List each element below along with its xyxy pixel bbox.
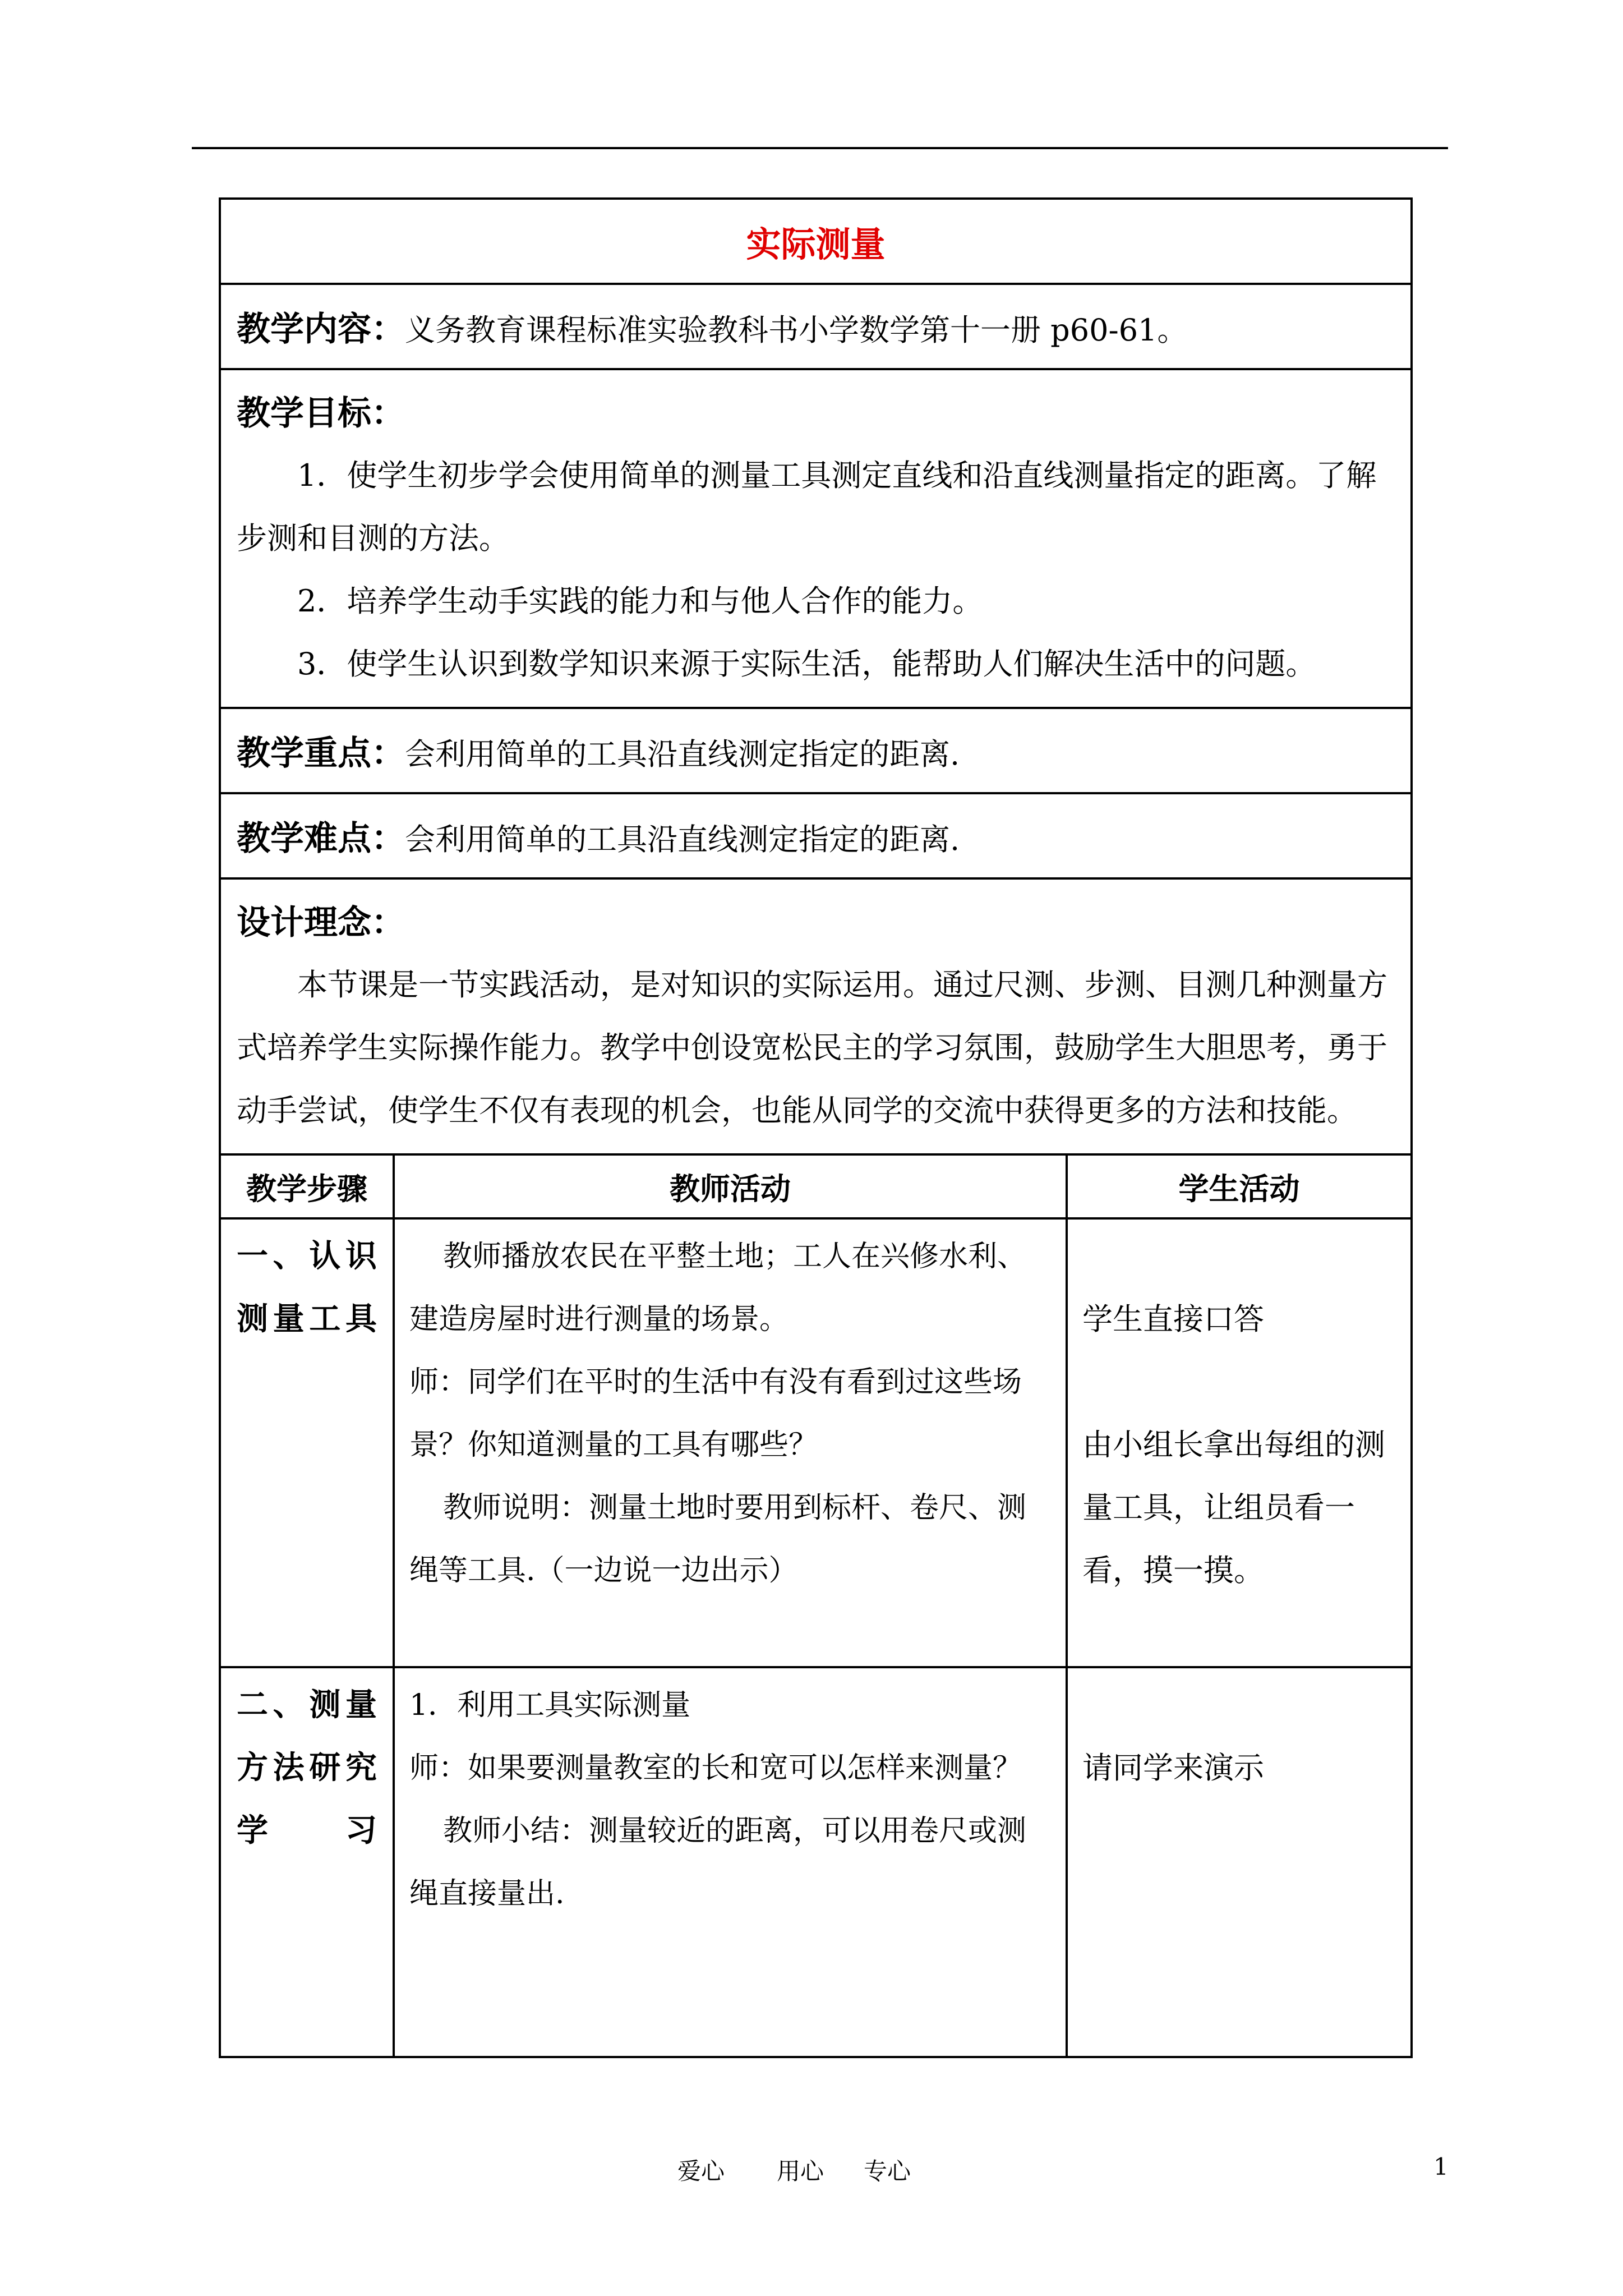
content-label: 教学内容：: [237, 310, 405, 349]
header-rule: [192, 147, 1448, 149]
content-row: [220, 284, 1412, 369]
difficulty-label: 教学难点：: [237, 819, 405, 858]
key-point-label: 教学重点：: [237, 734, 405, 773]
student-activity-line: 请同学来演示: [1082, 1750, 1264, 1786]
column-header-step: 教学步骤: [220, 1154, 394, 1218]
footer-motto-3: 专心: [864, 2157, 911, 2185]
key-point-value: 会利用简单的工具沿直线测定指定的距离.: [405, 737, 960, 772]
teacher-activity-line: 教师播放农民在平整土地；工人在兴修水利、建造房屋时进行测量的场景。: [409, 1240, 1027, 1336]
page-title: 实际测量: [746, 223, 886, 265]
teacher-activity-line: 1．利用工具实际测量: [409, 1688, 691, 1722]
student-activity-cell: [1067, 1667, 1412, 2057]
design-row: [220, 878, 1412, 1154]
objective-item: 2．培养学生动手实践的能力和与他人合作的能力。: [297, 583, 983, 619]
step-label-line: 学习: [237, 1812, 377, 1849]
teacher-activity-line: 师：同学们在平时的生活中有没有看到过这些场景？你知道测量的工具有哪些？: [409, 1365, 1022, 1462]
teacher-activity-line: 师：如果要测量教室的长和宽可以怎样来测量？: [409, 1751, 1022, 1785]
step-label-line: 二、测量: [237, 1687, 377, 1723]
teacher-activity-line: 教师说明：测量土地时要用到标杆、卷尺、测绳等工具.（一边说一边出示）: [409, 1491, 1027, 1588]
column-header-student: 学生活动: [1067, 1154, 1412, 1218]
difficulty-row: [220, 793, 1412, 878]
teacher-activity-cell: [394, 1218, 1067, 1667]
objective-item: 3．使学生认识到数学知识来源于实际生活，能帮助人们解决生活中的问题。: [297, 646, 1316, 682]
objectives-label: 教学目标：: [237, 394, 405, 433]
step-label-line: 方法研究: [237, 1750, 377, 1786]
content-value: 义务教育课程标准实验教科书小学数学第十一册 p60-61。: [405, 312, 1188, 348]
step-cell: [220, 1667, 394, 2057]
column-header-teacher: 教师活动: [394, 1154, 1067, 1218]
step-label-line: 一、认识: [237, 1238, 377, 1274]
footer-motto-2: 用心: [777, 2157, 824, 2185]
objectives-row: [220, 369, 1412, 708]
title-cell: [220, 199, 1412, 284]
objective-item: 1．使学生初步学会使用简单的测量工具测定直线和沿直线测量指定的距离。了解步测和目测的方法。: [237, 458, 1377, 556]
step-label-line: 测量工具: [237, 1301, 377, 1337]
key-point-row: [220, 708, 1412, 793]
step-cell: [220, 1218, 394, 1667]
teacher-activity-line: 教师小结：测量较近的距离，可以用卷尺或测绳直接量出.: [409, 1814, 1027, 1911]
design-text: 本节课是一节实践活动，是对知识的实际运用。通过尺测、步测、目测几种测量方式培养学生实际操作能力。教学中创设宽松民主的学习氛围，鼓励学生大胆思考，勇于动手尝试，使学生不仅有表现的机会，也能从同学的交流中获得更多的方法和技能。: [237, 967, 1387, 1128]
student-activity-line: 由小组长拿出每组的测量工具，让组员看一看，摸一摸。: [1082, 1427, 1385, 1588]
footer-motto-1: 爱心: [677, 2157, 725, 2185]
student-activity-line: 学生直接口答: [1082, 1301, 1264, 1337]
design-label: 设计理念：: [237, 903, 405, 942]
teacher-activity-cell: [394, 1667, 1067, 2057]
difficulty-value: 会利用简单的工具沿直线测定指定的距离.: [405, 822, 960, 857]
lesson-plan-table: [219, 197, 1413, 2058]
page-number: 1: [1433, 2153, 1449, 2180]
student-activity-cell: [1067, 1218, 1412, 1667]
